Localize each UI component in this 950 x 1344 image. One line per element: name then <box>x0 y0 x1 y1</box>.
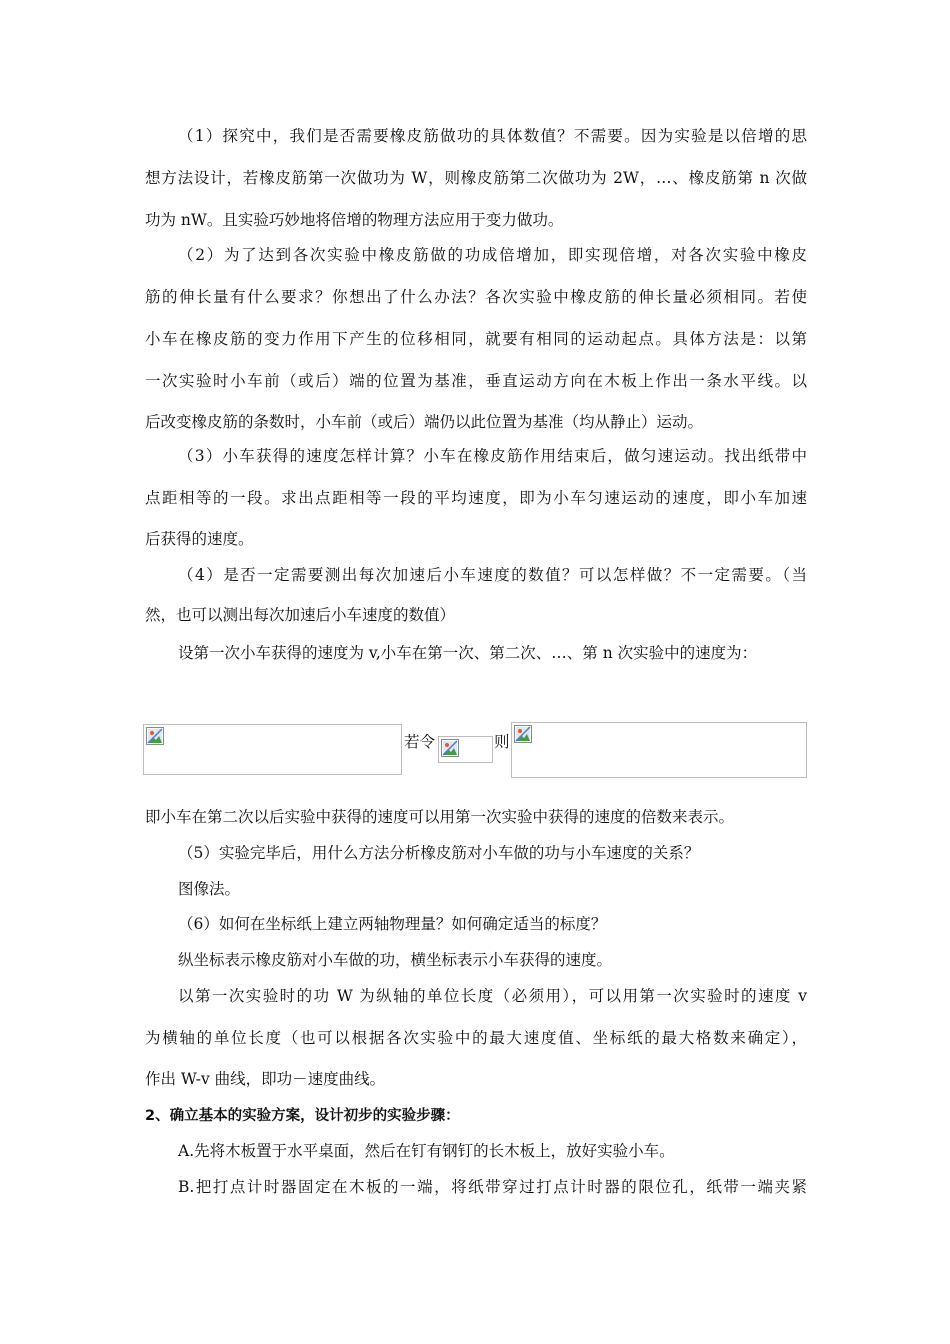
paragraph-2-line-4: 一次实验时小车前（或后）端的位置为基准，垂直运动方向在木板上作出一条水平线。以 <box>145 372 807 390</box>
paragraph-3-line-2: 点距相等的一段。求出点距相等一段的平均速度，即为小车匀速运动的速度，即小车加速 <box>145 489 807 507</box>
question-5: （5）实验完毕后，用什么方法分析橡皮筋对小车做的功与小车速度的关系？ <box>178 844 700 862</box>
broken-image-icon <box>146 727 164 745</box>
step-a: A.先将木板置于水平桌面，然后在钉有钢钉的长木板上，放好实验小车。 <box>178 1142 675 1160</box>
paragraph-1-line-1: （1）探究中，我们是否需要橡皮筋做功的具体数值？不需要。因为实验是以倍增的思 <box>178 127 807 145</box>
section-heading-2: 2、确立基本的实验方案，设计初步的实验步骤： <box>145 1108 460 1124</box>
paragraph-3-line-3: 后获得的速度。 <box>145 530 254 548</box>
question-6: （6）如何在坐标纸上建立两轴物理量？如何确定适当的标度？ <box>178 915 607 933</box>
paragraph-4-line-2: 然，也可以测出每次加速后小车速度的数值） <box>145 606 456 624</box>
paragraph-1-line-3: 功为 nW。且实验巧妙地将倍增的物理方法应用于变力做功。 <box>145 211 564 229</box>
paragraph-7-line-3: 作出 W-v 曲线，即功－速度曲线。 <box>145 1070 386 1088</box>
formula-image-2 <box>438 736 493 763</box>
paragraph-2-line-1: （2）为了达到各次实验中橡皮筋做的功成倍增加，即实现倍增，对各次实验中橡皮 <box>178 246 807 264</box>
paragraph-4-line-1: （4）是否一定需要测出每次加速后小车速度的数值？可以怎样做？不一定需要。（当 <box>178 566 807 584</box>
broken-image-icon <box>514 725 532 743</box>
formula-ruoling: 若令 <box>404 733 436 751</box>
paragraph-1-line-2: 想方法设计，若橡皮筋第一次做功为 W，则橡皮筋第二次做功为 2W，…、橡皮筋第 n 次做 <box>145 169 807 187</box>
paragraph-2-line-5: 后改变橡皮筋的条数时，小车前（或后）端仍以此位置为基准（均从静止）运动。 <box>145 413 704 431</box>
formula-ze: 则 <box>494 733 510 751</box>
broken-image-icon <box>441 739 459 757</box>
formula-image-1 <box>143 724 402 775</box>
paragraph-2-line-3: 小车在橡皮筋的变力作用下产生的位移相同，就要有相同的运动起点。具体方法是：以第 <box>145 330 807 348</box>
answer-5: 图像法。 <box>178 880 241 898</box>
formula-image-3 <box>511 722 807 778</box>
paragraph-5: 设第一次小车获得的速度为 v,小车在第一次、第二次、…、第 n 次实验中的速度为： <box>178 644 758 662</box>
answer-6: 纵坐标表示橡皮筋对小车做的功，横坐标表示小车获得的速度。 <box>178 951 613 969</box>
paragraph-3-line-1: （3）小车获得的速度怎样计算？小车在橡皮筋作用结束后，做匀速运动。找出纸带中 <box>178 447 807 465</box>
paragraph-7-line-1: 以第一次实验时的功 W 为纵轴的单位长度（必须用），可以用第一次实验时的速度 v <box>178 987 807 1005</box>
paragraph-6: 即小车在第二次以后实验中获得的速度可以用第一次实验中获得的速度的倍数来表示。 <box>145 808 735 826</box>
paragraph-2-line-2: 筋的伸长量有什么要求？你想出了什么办法？各次实验中橡皮筋的伸长量必须相同。若使 <box>145 288 807 306</box>
paragraph-7-line-2: 为横轴的单位长度（也可以根据各次实验中的最大速度值、坐标纸的最大格数来确定）， <box>145 1029 807 1047</box>
step-b: B.把打点计时器固定在木板的一端，将纸带穿过打点计时器的限位孔，纸带一端夹紧 <box>178 1178 807 1196</box>
